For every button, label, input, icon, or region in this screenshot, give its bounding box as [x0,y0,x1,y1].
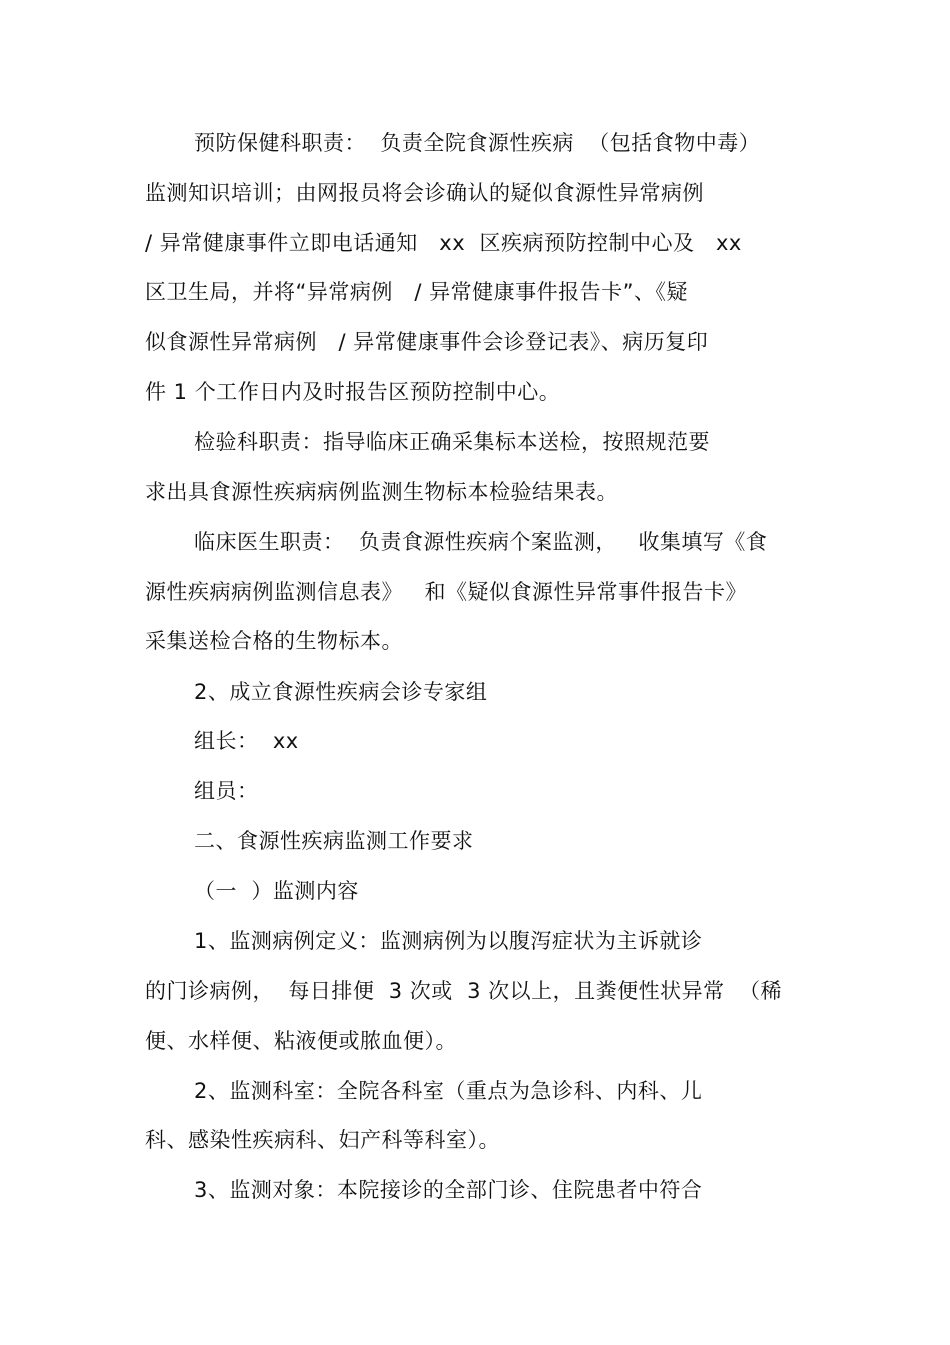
paragraph-line: 件 1 个工作日内及时报告区预防控制中心。 [145,380,561,404]
paragraph-line: 求出具食源性疾病病例监测生物标本检验结果表。 [145,480,618,504]
paragraph-line: / 异常健康事件立即电话通知 xx 区疾病预防控制中心及 xx [145,231,742,255]
paragraph-line: 检验科职责：指导临床正确采集标本送检，按照规范要 [194,430,710,454]
section-heading: （一 ）监测内容 [194,879,359,903]
paragraph-line: 临床医生职责： 负责食源性疾病个案监测， 收集填写《食 [194,530,768,554]
paragraph-line: 便、水样便、粘液便或脓血便）。 [145,1029,457,1053]
paragraph-line: 的门诊病例， 每日排便 3 次或 3 次以上，且粪便性状异常 （稀 [145,979,782,1003]
paragraph-line: 3、监测对象：本院接诊的全部门诊、住院患者中符合 [194,1178,703,1202]
paragraph-line: 1、监测病例定义：监测病例为以腹泻症状为主诉就诊 [194,929,703,953]
paragraph-line: 采集送检合格的生物标本。 [145,629,403,653]
paragraph-line: 组长： xx [194,729,299,753]
paragraph-line: 似食源性异常病例 / 异常健康事件会诊登记表》、病历复印 [145,330,709,354]
paragraph-line: 2、监测科室：全院各科室（重点为急诊科、内科、儿 [194,1079,703,1103]
paragraph-line: 组员： [194,779,259,803]
section-heading: 二、食源性疾病监测工作要求 [194,829,474,853]
paragraph-line: 监测知识培训；由网报员将会诊确认的疑似食源性异常病例 [145,181,704,205]
section-heading: 2、成立食源性疾病会诊专家组 [194,680,488,704]
paragraph-line: 科、感染性疾病科、妇产科等科室）。 [145,1128,500,1152]
paragraph-line: 区卫生局，并将“异常病例 / 异常健康事件报告卡”、《疑 [145,280,689,304]
paragraph-line: 预防保健科职责： 负责全院食源性疾病 （包括食物中毒） [194,131,761,155]
paragraph-line: 源性疾病病例监测信息表》 和《疑似食源性异常事件报告卡》 [145,580,748,604]
